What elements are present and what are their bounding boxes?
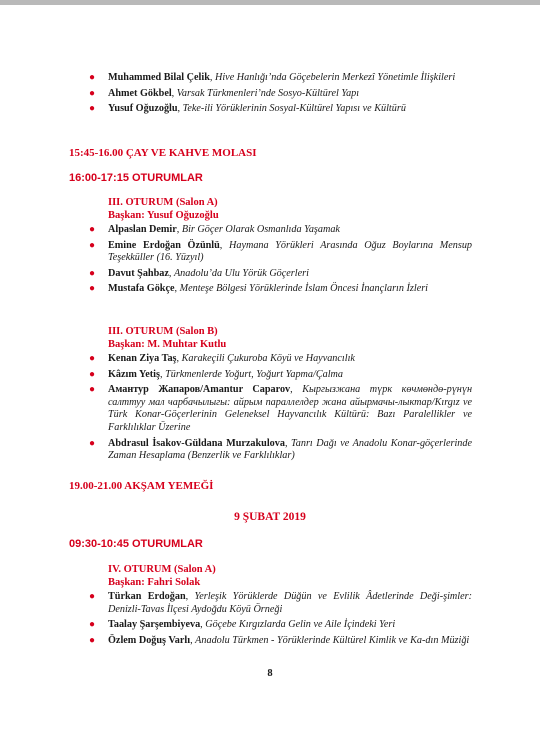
separator: ,: [174, 283, 180, 295]
coffee-break: 15:45-16.00 ÇAY VE KAHVE MOLASI: [69, 147, 257, 159]
presenter-name: Kenan Ziya Taş: [108, 353, 177, 364]
paper-title: Menteşe Bölgesi Yörüklerinde İslam Öncesi İnançların İzleri: [179, 283, 429, 295]
separator: ,: [177, 103, 183, 115]
presenter-name: Alpaslan Demir: [108, 224, 177, 235]
list-item: [87, 369, 472, 382]
participant-list-1: [87, 72, 472, 119]
presenter-name: Abdrasul İsakov-Güldana Murzakulova: [108, 437, 285, 449]
list-item: [87, 619, 472, 632]
presenter-name: Özlem Doğuş Varlı: [108, 634, 191, 646]
top-border: [0, 0, 540, 5]
sessions-heading: 09:30-10:45 OTURUMLAR: [69, 538, 203, 550]
presenter-name: Davut Şahbaz: [108, 267, 169, 279]
paper-title: Bir Göçer Olarak Osmanlıda Yaşamak: [181, 224, 340, 235]
list-item: [87, 224, 472, 237]
session-title: III. OTURUM (Salon B): [108, 326, 218, 337]
session-title: IV. OTURUM (Salon A): [108, 564, 216, 575]
separator: ,: [176, 224, 182, 235]
bullet-icon: ●: [89, 224, 96, 235]
bullet-icon: ●: [89, 368, 96, 380]
presenter-name: Ahmet Gökbel: [108, 87, 172, 99]
bullet-icon: ●: [89, 87, 96, 99]
bullet-icon: ●: [89, 437, 96, 449]
participant-list-2: [87, 224, 472, 299]
paper-title: Türkmenlerde Yoğurt, Yoğurt Yapma/Çalma: [165, 368, 344, 380]
bullet-icon: ●: [89, 353, 96, 364]
session-iv-a: [108, 563, 216, 589]
list-item: [87, 591, 472, 616]
date-heading: 9 ŞUBAT 2019: [234, 511, 306, 523]
bullet-icon: ●: [89, 283, 96, 295]
presenter-name: Taalay Şarşembiyeva: [108, 619, 201, 631]
list-item: [87, 103, 472, 116]
bullet-icon: ●: [89, 619, 96, 631]
session-chair: Başkan: Yusuf Oğuzoğlu: [108, 210, 219, 221]
separator: ,: [159, 368, 166, 380]
separator: ,: [176, 353, 182, 364]
list-item: [87, 635, 472, 648]
list-item: [87, 384, 472, 434]
list-item: [87, 240, 472, 265]
list-item: [87, 438, 472, 463]
list-item: [87, 268, 472, 281]
session-chair: Başkan: Fahri Solak: [108, 577, 201, 588]
paper-title: Tanrı Dağı ve Anadolu Konar-göçerlerinde Zaman Hesaplama (Benzerlik ve Farklılıklar): [108, 437, 473, 462]
paper-title: Anadolu’da Ulu Yörük Göçerleri: [173, 267, 309, 279]
dinner: 19.00-21.00 AKŞAM YEMEĞİ: [69, 480, 214, 492]
separator: ,: [290, 384, 303, 396]
paper-title: Кыргызжана түрк көчмөндө-рүнүн салттуу мал чарбачылыгы: айрым параллелдер жана айырмачы-лыктар/Kırgız ve Türk Konar-Göçerlerinin Geleneksel Hayvancılık Kültürü: Bazı Paralellikler ve Farklılıklar Üzerine: [108, 384, 473, 433]
list-item: [87, 88, 472, 101]
list-item: [87, 72, 472, 85]
separator: ,: [209, 72, 215, 83]
session-iii-b: [108, 325, 226, 351]
participant-list-4: [87, 591, 472, 650]
list-item: [87, 353, 472, 366]
separator: ,: [185, 591, 195, 602]
session-title: III. OTURUM (Salon A): [108, 197, 218, 208]
separator: ,: [284, 437, 292, 449]
paper-title: Varsak Türkmenleri’nde Sosyo-Kültürel Yapı: [176, 87, 360, 99]
bullet-icon: ●: [89, 103, 96, 115]
paper-title: Teke-ili Yörüklerinin Sosyal-Kültürel Yapısı ve Kültürü: [182, 103, 406, 115]
separator: ,: [219, 239, 229, 251]
paper-title: Anadolu Türkmen - Yörüklerinde Kültürel Kimlik ve Ka-dın Müziği: [195, 634, 470, 646]
paper-title: Göçebe Kırgızlarda Gelin ve Aile İçindeki Yeri: [205, 619, 396, 631]
separator: ,: [190, 634, 196, 646]
participant-list-3: [87, 353, 472, 466]
presenter-name: Kâzım Yetiş: [108, 368, 160, 380]
presenter-name: Mustafa Gökçe: [108, 283, 175, 295]
paper-title: Yerleşik Yörüklerde Düğün ve Evlilik Âdetlerinde Deği-şimler: Denizli-Tavas İlçesi Aydoğdu Köyü Örneği: [108, 591, 472, 615]
presenter-name: Muhammed Bilal Çelik: [108, 72, 210, 83]
separator: ,: [200, 619, 206, 631]
bullet-icon: ●: [89, 384, 96, 396]
session-chair: Başkan: M. Muhtar Kutlu: [108, 339, 227, 350]
presenter-name: Амантур Жапаров/Amantur Caparov: [108, 384, 291, 396]
list-item: [87, 283, 472, 296]
separator: ,: [168, 267, 174, 279]
presenter-name: Türkan Erdoğan: [108, 591, 186, 602]
paper-title: Haymana Yörükleri Arasında Oğuz Boylarına Mensup Teşekküller (16. Yüzyıl): [108, 239, 473, 264]
page-number: 8: [267, 668, 273, 679]
paper-title: Hive Hanlığı’nda Göçebelerin Merkezî Yönetimle İlişkileri: [214, 72, 456, 83]
sessions-heading: 16:00-17:15 OTURUMLAR: [69, 172, 203, 184]
bullet-icon: ●: [89, 634, 96, 646]
bullet-icon: ●: [89, 72, 96, 83]
presenter-name: Yusuf Oğuzoğlu: [108, 103, 178, 115]
session-iii-a: [108, 196, 219, 222]
bullet-icon: ●: [89, 239, 96, 251]
bullet-icon: ●: [89, 267, 96, 279]
presenter-name: Emine Erdoğan Özünlü: [108, 239, 220, 251]
bullet-icon: ●: [89, 591, 96, 602]
paper-title: Karakeçili Çukuroba Köyü ve Hayvancılık: [181, 353, 355, 364]
separator: ,: [171, 87, 177, 99]
